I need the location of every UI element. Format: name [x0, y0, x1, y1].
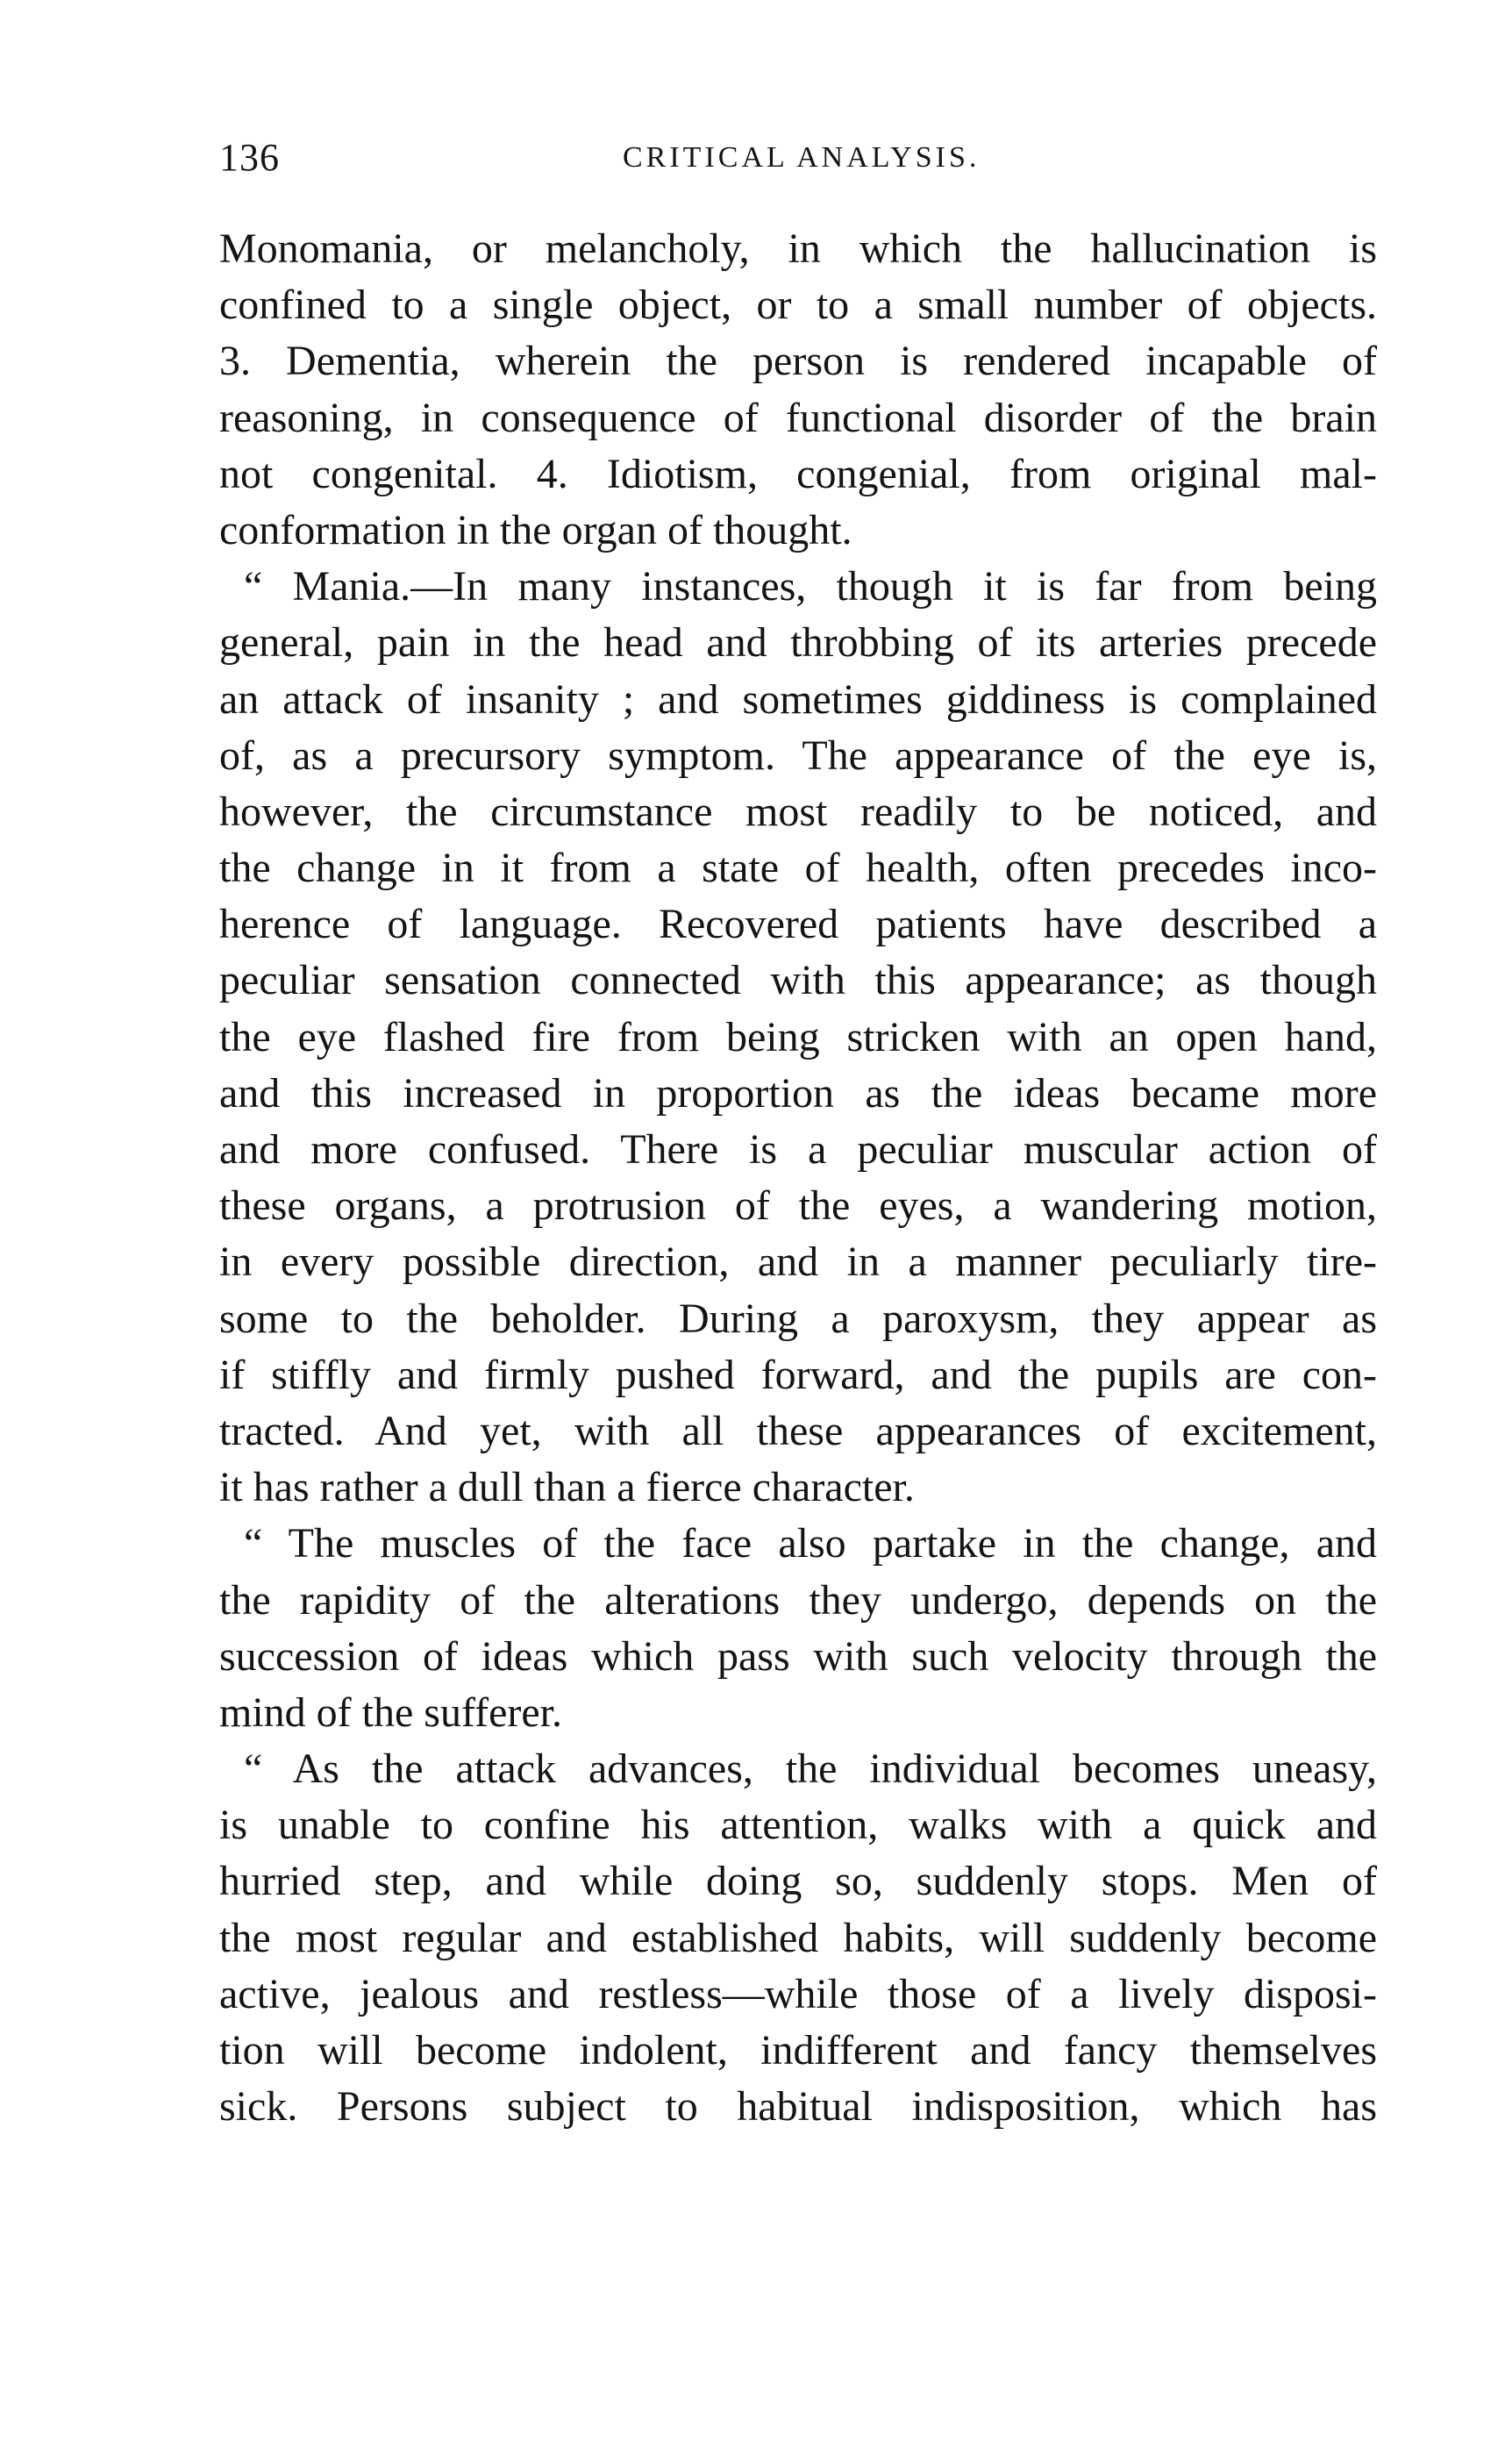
running-head: CRITICAL ANALYSIS.	[623, 141, 981, 174]
text-line: mind of the sufferer.	[219, 1688, 563, 1736]
text-line: herence of language. Recovered patients have described a	[219, 901, 1377, 948]
text-line: these organs, a protrusion of the eyes, a wandering motion,	[219, 1182, 1377, 1230]
text-line: hurried step, and while doing so, suddenly stops. Men of	[219, 1858, 1377, 1905]
page-number: 136	[219, 136, 280, 179]
text-line: if stiffly and firmly pushed forward, and the pupils are con-	[219, 1351, 1377, 1398]
text-line: in every possible direction, and in a manner peculiarly tire-	[219, 1239, 1377, 1286]
text-line: “ Mania.—In many instances, though it is far from being	[244, 563, 1377, 610]
text-line: Monomania, or melancholy, in which the hallucination is	[219, 225, 1377, 272]
text-line: general, pain in the head and throbbing of its arteries precede	[219, 619, 1377, 667]
text-line: succession of ideas which pass with such velocity through the	[219, 1632, 1377, 1680]
text-line: tion will become indolent, indifferent and fancy themselves	[219, 2027, 1377, 2074]
text-line: it has rather a dull than a fierce character.	[219, 1464, 915, 1511]
text-line: an attack of insanity ; and sometimes giddiness is complained	[219, 675, 1377, 723]
text-line: of, as a precursory symptom. The appearance of the eye is,	[219, 732, 1377, 779]
text-line: tracted. And yet, with all these appearances of excitement,	[219, 1407, 1377, 1454]
text-line: reasoning, in consequence of functional disorder of the brain	[219, 394, 1377, 441]
text-line: is unable to confine his attention, walks with a quick and	[219, 1802, 1377, 1849]
text-line: not congenital. 4. Idiotism, congenial, from original mal-	[219, 450, 1377, 497]
text-line: and more confused. There is a peculiar muscular action of	[219, 1126, 1377, 1173]
text-line: the change in it from a state of health, often precedes inco-	[219, 845, 1377, 892]
text-line: confined to a single object, or to a small number of objects.	[219, 282, 1377, 329]
text-line: sick. Persons subject to habitual indisposition, which has	[219, 2083, 1377, 2131]
text-line: some to the beholder. During a paroxysm, they appear as	[219, 1295, 1377, 1342]
text-line: 3. Dementia, wherein the person is rendered incapable of	[219, 338, 1377, 385]
page-header	[219, 132, 1377, 184]
text-line: the eye flashed fire from being stricken with an open hand,	[219, 1013, 1377, 1060]
text-line: conformation in the organ of thought.	[219, 506, 852, 553]
text-line: “ As the attack advances, the individual becomes uneasy,	[244, 1746, 1377, 1793]
text-line: the most regular and established habits, will suddenly become	[219, 1914, 1377, 1961]
text-line: “ The muscles of the face also partake in the change, and	[244, 1520, 1377, 1567]
text-line: peculiar sensation connected with this appearance; as though	[219, 957, 1377, 1004]
text-line: however, the circumstance most readily to be noticed, and	[219, 788, 1377, 835]
body-text	[219, 221, 1377, 2135]
text-line: and this increased in proportion as the ideas became more	[219, 1069, 1377, 1117]
text-line: the rapidity of the alterations they undergo, depends on the	[219, 1576, 1377, 1624]
text-line: active, jealous and restless—while those of a lively disposi-	[219, 1970, 1377, 2017]
